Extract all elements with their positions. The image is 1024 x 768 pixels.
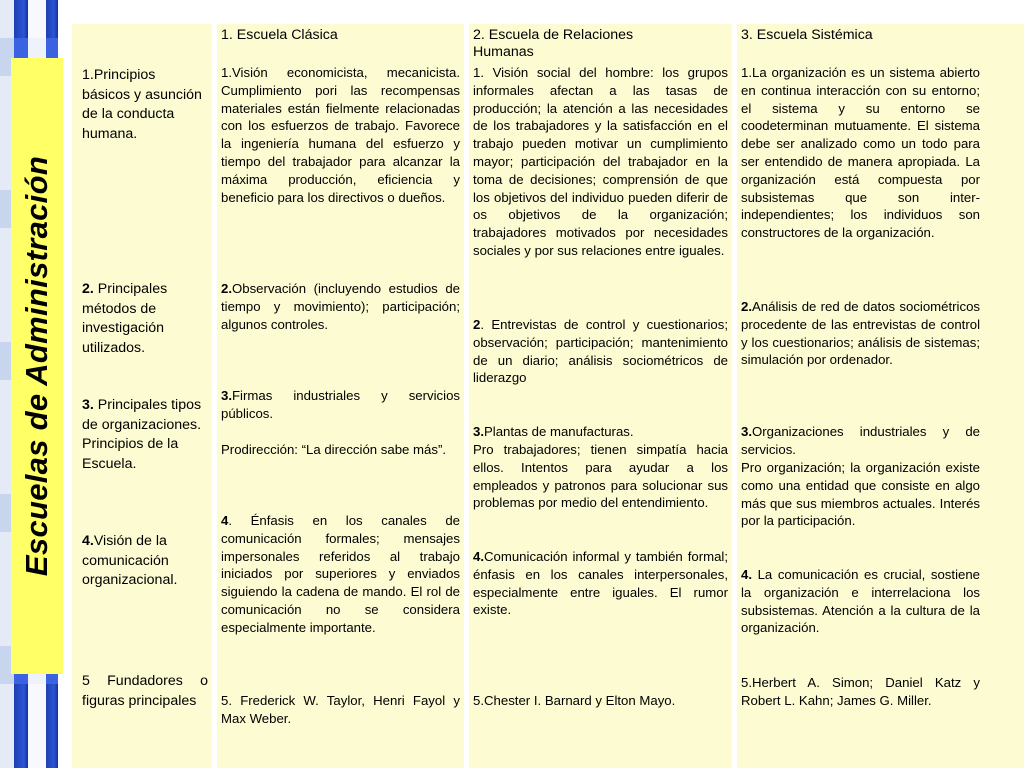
clasica-organizaciones: 3.Firmas industriales y servicios públicos. xyxy=(221,388,460,421)
relaciones-comunicacion: 4.Comunicación informal y también formal; énfasis en los canales interpersonales, especialmente entre iguales. El rumor existe. xyxy=(473,549,728,618)
relaciones-fundadores: 5.Chester I. Barnard y Elton Mayo. xyxy=(473,693,676,708)
top-margin xyxy=(68,0,1024,24)
clasica-fundadores: 5. Frederick W. Taylor, Henri Fayol y Max Weber. xyxy=(221,693,460,726)
clasica-metodos: 2.Observación (incluyendo estudios de tiempo y movimiento); participación; algunos controles. xyxy=(221,281,460,332)
row-header-fundadores: 5 Fundadores o figuras principales xyxy=(82,673,208,709)
relaciones-metodos: 2. Entrevistas de control y cuestionarios; observación; participación; mantenimiento de un diario; análisis sociométricos de liderazgo xyxy=(473,317,728,386)
sistemica-comunicacion: 4. La comunicación es crucial, sostiene la organización e interrelaciona los subsistemas. Atención a la cultura de la organización. xyxy=(741,567,980,636)
row-header-principios: 1.Principios básicos y asunción de la conducta humana. xyxy=(82,67,202,142)
row-header-metodos: 2. Principales métodos de investigación utilizados. xyxy=(82,281,168,356)
header-escuela-sistemica: 3. Escuela Sistémica xyxy=(741,27,873,43)
sistemica-principios: 1.La organización es un sistema abierto en continua interacción con su entorno; el sistema y su entorno se coodeterminan mutuamente. El sistema debe ser analizado como un todo para ser entendido de manera apropiada. La organización está compuesta por subsistemas que son inter-independientes; los individuos son constructores de la organización. xyxy=(741,65,980,241)
slide-title: Escuelas de Administración xyxy=(19,155,54,577)
clasica-comunicacion: 4. Énfasis en los canales de comunicación formales; mensajes impersonales referidos al trabajo iniciados por superiores y enviados siguiendo la cadena de mando. El rol de comunicación no se considera especialmente importante. xyxy=(221,513,460,635)
sistemica-fundadores: 5.Herbert A. Simon; Daniel Katz y Robert L. Kahn; James G. Miller. xyxy=(741,675,980,708)
relaciones-organizaciones: 3.Plantas de manufacturas. xyxy=(473,424,634,439)
sistemica-principio-escuela: Pro organización; la organización existe como una entidad que consiste en algo más que sus miembros actuales. Interés por la participación. xyxy=(741,460,980,529)
row-header-organizaciones: 3. Principales tipos de organizaciones. Principios de la Escuela. xyxy=(82,397,202,472)
clasica-principio-escuela: Prodirección: “La dirección sabe más”. xyxy=(221,442,447,457)
relaciones-principio-escuela: Pro trabajadores; tienen simpatía hacia ellos. Intentos para ayudar a los empleados y patronos para solucionar sus problemas por medio del entendimiento. xyxy=(473,442,728,511)
sistemica-metodos: 2.Análisis de red de datos sociométricos procedente de las entrevistas de control y los cuestionarios; análisis de sistemas; simulación por ordenador. xyxy=(741,299,980,368)
relaciones-principios: 1. Visión social del hombre: los grupos informales afectan a las tasas de producción; la atención a las necesidades de los trabajadores y la satisfacción en el trabajo pueden motivar un cumplimiento mayor; participación del trabajador en la toma de decisiones; comprensión de que los objetivos del individuo pueden diferir de os objetivos de la organización; trabajadores motivados por necesidades sociales y por sus relaciones entre iguales. xyxy=(473,65,728,258)
header-escuela-clasica: 1. Escuela Clásica xyxy=(221,27,338,43)
row-header-comunicacion: 4.Visión de la comunicación organizacional. xyxy=(82,533,178,588)
clasica-principios: 1.Visión economicista, mecanicista. Cumplimiento pori las recompensas materiales están fielmente relacionadas con los esfuerzos de trabajo. Favorece la ingeniería humana del esfuerzo y tiempo del trabajador para alcanzar la máxima producción, eficiencia y beneficio para los directivos o dueños. xyxy=(221,65,460,205)
sistemica-organizaciones: 3.Organizaciones industriales y de servicios. xyxy=(741,424,980,457)
column-divider xyxy=(212,24,217,768)
header-escuela-relaciones-humanas: 2. Escuela de Relaciones Humanas xyxy=(473,27,634,60)
column-divider xyxy=(732,24,737,768)
column-divider xyxy=(464,24,469,768)
